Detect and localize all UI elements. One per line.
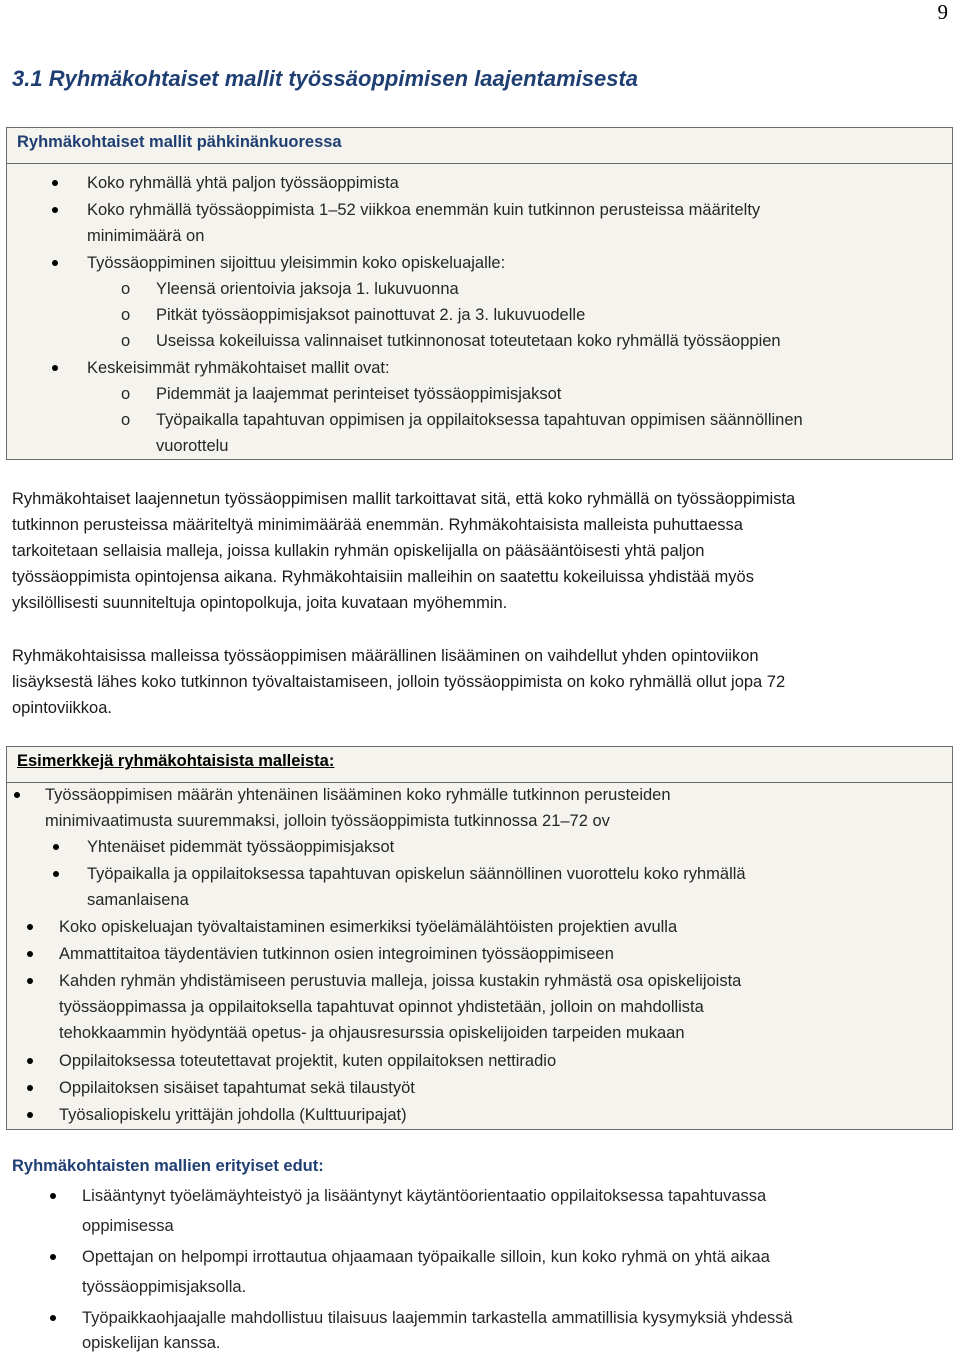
benefit-item: Lisääntynyt työelämäyhteistyö ja lisääntynyt käytäntöorientaatio oppilaitoksessa tapahtuvassa [82, 1187, 767, 1205]
benefits-heading: Ryhmäkohtaisten mallien erityiset edut: [12, 1157, 324, 1175]
paragraph-line: Ryhmäkohtaiset laajennetun työssäoppimisen mallit tarkoittavat sitä, että koko ryhmällä on työssäoppimista [12, 490, 796, 508]
bullet-dot [52, 180, 58, 186]
sub-bullet-marker: o [121, 306, 131, 324]
examples-box [6, 746, 953, 1130]
benefit-item: Opettajan on helpompi irrottautua ohjaamaan työpaikalle silloin, kun koko ryhmä on yhtä aikaa [82, 1248, 770, 1266]
paragraph-line: opintoviikkoa. [12, 699, 112, 717]
summary-item: Koko ryhmällä työssäoppimista 1–52 viikkoa enemmän kuin tutkinnon perusteissa määritelty [87, 201, 761, 219]
example-item: Oppilaitoksen sisäiset tapahtumat sekä tilaustyöt [59, 1079, 415, 1097]
paragraph-2 [12, 643, 948, 721]
paragraph-line: työssäoppimista opintojensa aikana. Ryhmäkohtaisiin malleihin on saatettu kokeiluissa yhdistää myös [12, 568, 754, 586]
summary-box-header: Ryhmäkohtaiset mallit pähkinänkuoressa [7, 128, 952, 164]
summary-subitem: Työpaikalla tapahtuvan oppimisen ja oppilaitoksessa tapahtuvan oppimisen säännöllinen [156, 411, 803, 429]
bullet-dot [50, 1315, 56, 1321]
paragraph-line: lisäyksestä lähes koko tutkinnon työvaltaistamiseen, jolloin työssäoppimista on koko ryhmällä ollut jopa 72 [12, 673, 786, 691]
example-item-continued: minimivaatimusta suuremmaksi, jolloin työssäoppimista tutkinnossa 21–72 ov [45, 812, 610, 830]
summary-item-continued: minimimäärä on [87, 227, 205, 245]
summary-subitem: Yleensä orientoivia jaksoja 1. lukuvuonna [156, 280, 459, 298]
bullet-dot [52, 365, 58, 371]
sub-bullet-marker: o [121, 332, 131, 350]
example-item-continued: tehokkaammin hyödyntää opetus- ja ohjausresurssia opiskelijoiden tarpeiden mukaan [59, 1024, 685, 1042]
bullet-dot [50, 1254, 56, 1260]
bullet-dot [14, 792, 20, 798]
paragraph-line: Ryhmäkohtaisissa malleissa työssäoppimisen määrällinen lisääminen on vaihdellut yhden opintoviikon [12, 647, 759, 665]
summary-item: Koko ryhmällä yhtä paljon työssäoppimista [87, 174, 399, 192]
summary-subitem-continued: vuorottelu [156, 437, 229, 455]
examples-box-header [7, 747, 952, 783]
example-item: Työssäoppimisen määrän yhtenäinen lisääminen koko ryhmälle tutkinnon perusteiden [45, 786, 671, 804]
bullet-dot [53, 871, 59, 877]
bullet-dot [53, 844, 59, 850]
examples-box-title: Esimerkkejä ryhmäkohtaisista malleista: [17, 752, 335, 770]
example-item: Ammattitaitoa täydentävien tutkinnon osien integroiminen työssäoppimiseen [59, 945, 614, 963]
bullet-dot [27, 1058, 33, 1064]
sub-bullet-marker: o [121, 280, 131, 298]
benefit-item-continued: opiskelijan kanssa. [82, 1334, 221, 1352]
benefit-item-continued: työssäoppimisjaksolla. [82, 1278, 247, 1296]
summary-item: Työssäoppiminen sijoittuu yleisimmin koko opiskeluajalle: [87, 254, 506, 272]
summary-subitem: Pidemmät ja laajemmat perinteiset työssäoppimisjaksot [156, 385, 562, 403]
bullet-dot [52, 260, 58, 266]
example-item: Kahden ryhmän yhdistämiseen perustuvia malleja, joissa kustakin ryhmästä osa opiskelijoista [59, 972, 742, 990]
summary-item: Keskeisimmät ryhmäkohtaiset mallit ovat: [87, 359, 390, 377]
bullet-dot [27, 951, 33, 957]
benefit-item: Työpaikkaohjaajalle mahdollistuu tilaisuus laajemmin tarkastella ammatillisia kysymyksiä yhdessä [82, 1309, 793, 1327]
bullet-dot [27, 924, 33, 930]
sub-bullet-marker: o [121, 411, 131, 429]
example-item: Koko opiskeluajan työvaltaistaminen esimerkiksi työelämälähtöisten projektien avulla [59, 918, 678, 936]
example-item-continued: työssäoppimassa ja oppilaitoksella tapahtuvat opinnot yhdistetään, jolloin on mahdollista [59, 998, 704, 1016]
page-number: 9 [937, 0, 948, 24]
section-title: 3.1 Ryhmäkohtaiset mallit työssäoppimisen laajentamisesta [12, 66, 639, 91]
example-item: Oppilaitoksessa toteutettavat projektit, kuten oppilaitoksen nettiradio [59, 1052, 557, 1070]
example-subitem-continued: samanlaisena [87, 891, 189, 909]
benefit-item-continued: oppimisessa [82, 1217, 174, 1235]
summary-subitem: Pitkät työssäoppimisjaksot painottuvat 2. ja 3. lukuvuodelle [156, 306, 586, 324]
bullet-dot [50, 1193, 56, 1199]
summary-box [6, 127, 953, 460]
bullet-dot [52, 207, 58, 213]
paragraph-1 [12, 486, 948, 616]
example-subitem: Työpaikalla ja oppilaitoksessa tapahtuvan opiskelun säännöllinen vuorottelu koko ryhmällä [87, 865, 746, 883]
sub-bullet-marker: o [121, 385, 131, 403]
example-item: Työsaliopiskelu yrittäjän johdolla (Kulttuuripajat) [59, 1106, 407, 1124]
bullet-dot [27, 1085, 33, 1091]
paragraph-line: tutkinnon perusteissa määriteltyä minimimäärää enemmän. Ryhmäkohtaisista malleista puhuttaessa [12, 516, 743, 534]
summary-subitem: Useissa kokeiluissa valinnaiset tutkinnonosat toteutetaan koko ryhmällä työssäoppien [156, 332, 781, 350]
bullet-dot [27, 978, 33, 984]
paragraph-line: yksilöllisesti suunniteltuja opintopolkuja, joita kuvataan myöhemmin. [12, 594, 508, 612]
example-subitem: Yhtenäiset pidemmät työssäoppimisjaksot [87, 838, 395, 856]
bullet-dot [27, 1112, 33, 1118]
paragraph-line: tarkoitetaan sellaisia malleja, joissa kullakin ryhmän opiskelijalla on pääsääntöisesti yhtä paljon [12, 542, 705, 560]
